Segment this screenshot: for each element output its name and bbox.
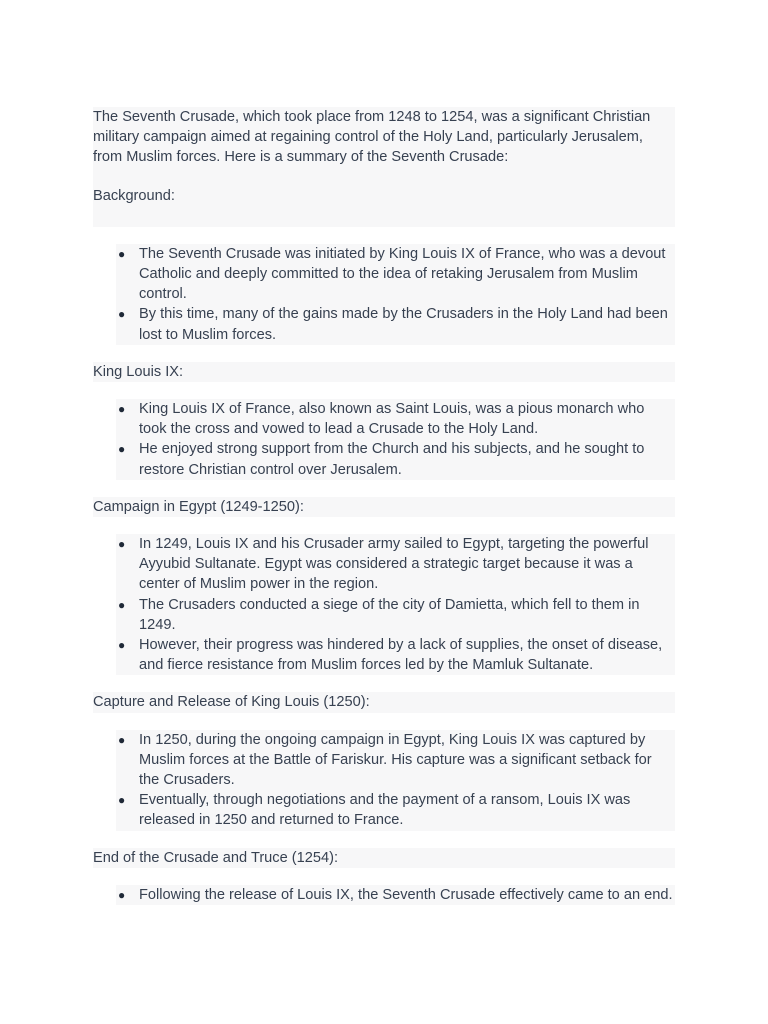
- list-item: ● The Seventh Crusade was initiated by King Louis IX of France, who was a devout Catholic and deeply committed to the idea of retaking Jerusalem from Muslim control.: [118, 245, 666, 303]
- bullet-icon: ●: [118, 597, 126, 612]
- section-heading-capture-release: Capture and Release of King Louis (1250):: [93, 692, 675, 712]
- bullet-list-capture-release: [116, 730, 675, 831]
- list-item: ● In 1250, during the ongoing campaign in Egypt, King Louis IX was captured by Muslim forces at the Battle of Fariskur. His capture was a significant setback for the Crusaders.: [118, 731, 652, 789]
- section-heading-king-louis: King Louis IX:: [93, 362, 675, 382]
- bullet-icon: ●: [118, 537, 126, 552]
- bullet-icon: ●: [118, 732, 126, 747]
- bullet-icon: ●: [118, 442, 126, 457]
- list-item: ● However, their progress was hindered by a lack of supplies, the onset of disease, and fierce resistance from Muslim forces led by the Mamluk Sultanate.: [118, 637, 663, 674]
- bullet-icon: ●: [118, 793, 126, 808]
- list-item: ● In 1249, Louis IX and his Crusader army sailed to Egypt, targeting the powerful Ayyubid Sultanate. Egypt was considered a strategic target because it was a center of Muslim power in the region.: [118, 536, 649, 593]
- list-item: ● Eventually, through negotiations and the payment of a ransom, Louis IX was released in 1250 and returned to France.: [118, 792, 631, 829]
- bullet-icon: ●: [118, 307, 126, 322]
- bullet-list-campaign-egypt: [116, 534, 675, 675]
- bullet-icon: ●: [118, 887, 126, 902]
- list-item: ● He enjoyed strong support from the Church and his subjects, and he sought to restore Christian control over Jerusalem.: [118, 441, 645, 478]
- bullet-list-king-louis: [116, 399, 675, 480]
- section-heading-background: Background:: [93, 187, 175, 204]
- bullet-icon: ●: [118, 246, 126, 261]
- section-heading-campaign-egypt: Campaign in Egypt (1249-1250):: [93, 497, 675, 517]
- bullet-list-background: [116, 244, 675, 345]
- document-body: [93, 107, 675, 905]
- list-item: ● Following the release of Louis IX, the Seventh Crusade effectively came to an end.: [116, 885, 675, 905]
- intro-block: [93, 107, 675, 227]
- list-item: ● King Louis IX of France, also known as Saint Louis, was a pious monarch who took the cross and vowed to lead a Crusade to the Holy Land.: [118, 401, 645, 438]
- section-heading-end-truce: End of the Crusade and Truce (1254):: [93, 848, 675, 868]
- bullet-icon: ●: [118, 638, 126, 653]
- intro-paragraph: The Seventh Crusade, which took place from 1248 to 1254, was a significant Christian military campaign aimed at regaining control of the Holy Land, particularly Jerusalem, from Muslim forces. Here is a summary of the Seventh Crusade:: [93, 109, 651, 166]
- bullet-icon: ●: [118, 402, 126, 417]
- list-item: ● The Crusaders conducted a siege of the city of Damietta, which fell to them in 1249.: [118, 596, 640, 633]
- bullet-list-end-truce: [116, 885, 675, 905]
- list-item: ● By this time, many of the gains made by the Crusaders in the Holy Land had been lost to Muslim forces.: [118, 306, 668, 343]
